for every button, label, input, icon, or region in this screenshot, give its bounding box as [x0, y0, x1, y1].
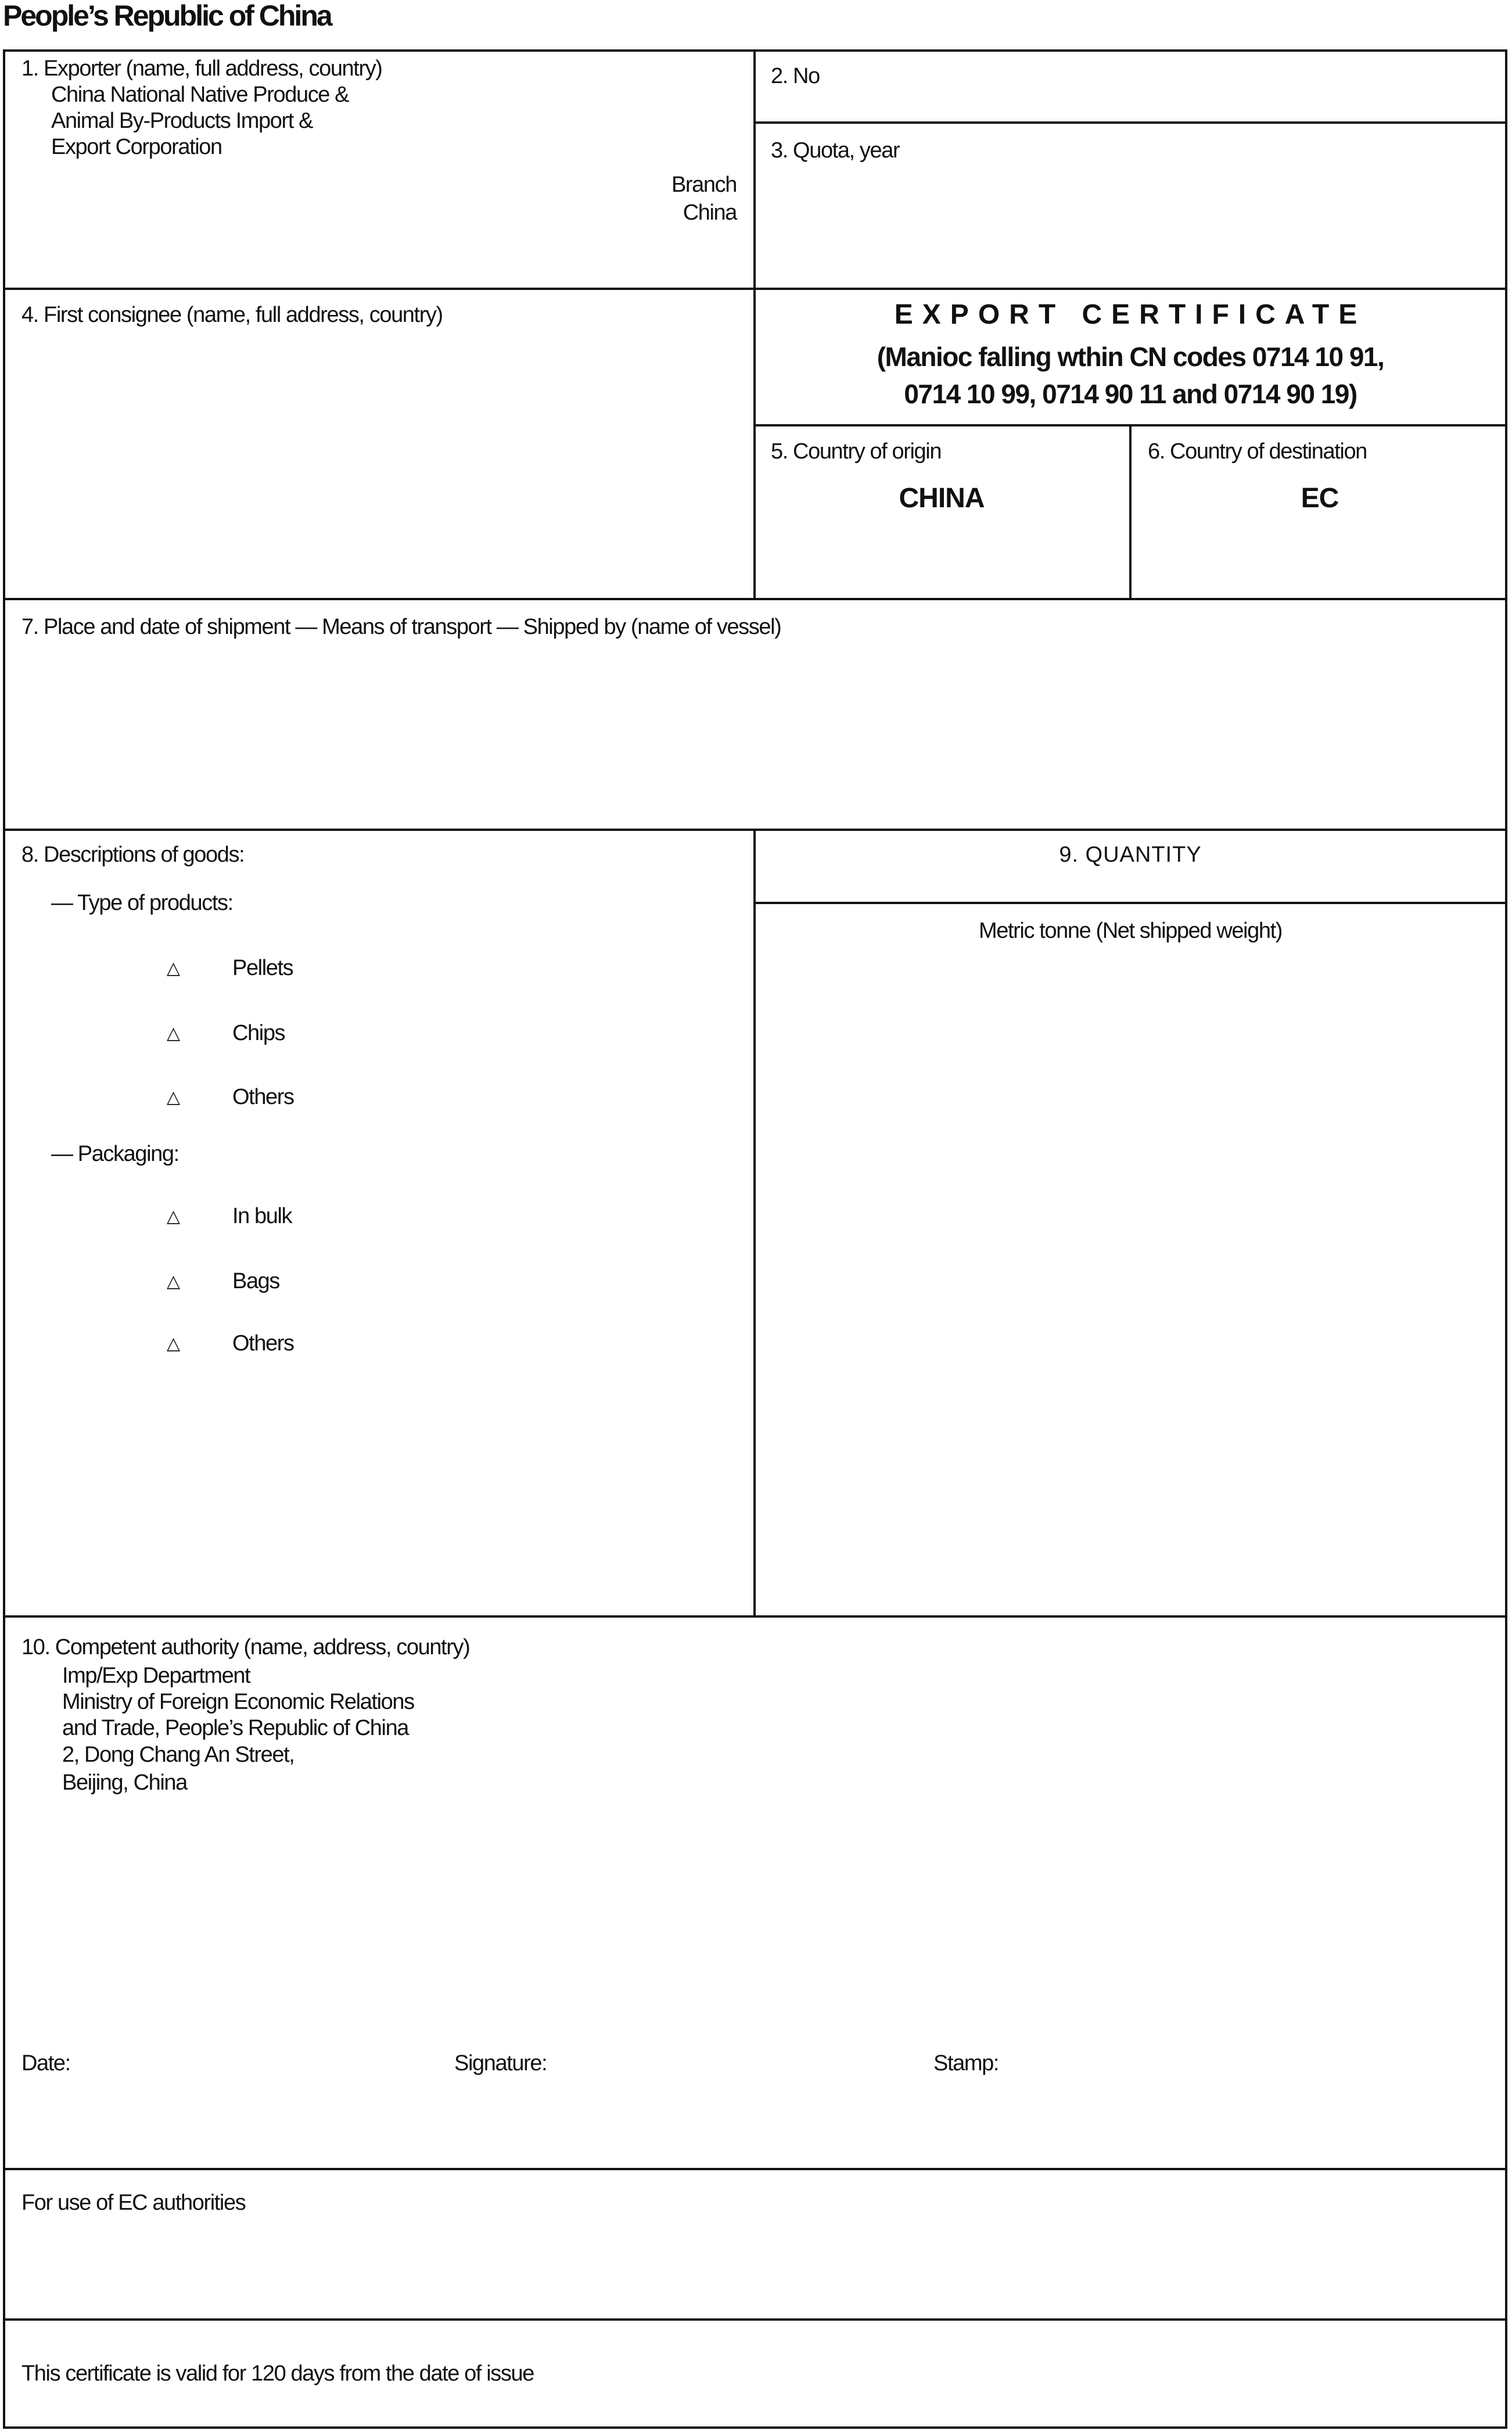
origin-value: CHINA	[899, 483, 985, 514]
exporter-line: Export Corporation	[51, 135, 222, 159]
page-title: People’s Republic of China	[3, 0, 331, 32]
authority-line: Imp/Exp Department	[62, 1664, 250, 1688]
checkbox-triangle-icon[interactable]: △	[167, 1272, 181, 1291]
date-label: Date:	[21, 2051, 70, 2075]
product-type-heading: — Type of products:	[51, 891, 233, 915]
exporter-line: China National Native Produce &	[51, 83, 349, 107]
exporter-line: Animal By-Products Import &	[51, 109, 313, 133]
exporter-country: China	[683, 200, 737, 225]
destination-value: EC	[1301, 483, 1339, 514]
goods-label: 8. Descriptions of goods:	[21, 843, 245, 867]
number-label: 2. No	[771, 64, 820, 88]
quantity-unit: Metric tonne (Net shipped weight)	[979, 919, 1282, 943]
authority-line: Beijing, China	[62, 1770, 187, 1795]
shipment-label: 7. Place and date of shipment — Means of transport — Shipped by (name of vessel)	[21, 615, 781, 639]
checkbox-triangle-icon[interactable]: △	[167, 1334, 181, 1353]
packaging-option: Others	[232, 1331, 294, 1356]
exporter-label: 1. Exporter (name, full address, country)	[21, 56, 382, 81]
certificate-title: EXPORT CERTIFICATE	[894, 299, 1367, 330]
authority-label: 10. Competent authority (name, address, country)	[21, 1635, 470, 1659]
authority-line: and Trade, People’s Republic of China	[62, 1716, 409, 1740]
stamp-label: Stamp:	[933, 2051, 999, 2075]
product-type-option: Chips	[232, 1021, 285, 1045]
checkbox-triangle-icon[interactable]: △	[167, 1024, 181, 1043]
checkbox-triangle-icon[interactable]: △	[167, 959, 181, 978]
certificate-subtitle: (Manioc falling wthin CN codes 0714 10 91,	[877, 342, 1384, 372]
quantity-label: 9. QUANTITY	[1059, 843, 1202, 867]
consignee-label: 4. First consignee (name, full address, country)	[21, 303, 443, 327]
packaging-heading: — Packaging:	[51, 1142, 179, 1166]
product-type-option: Pellets	[232, 956, 293, 980]
product-type-option: Others	[232, 1085, 294, 1109]
validity-note: This certificate is valid for 120 days from the date of issue	[21, 2361, 534, 2386]
exporter-branch: Branch	[671, 173, 737, 197]
checkbox-triangle-icon[interactable]: △	[167, 1088, 181, 1107]
quota-label: 3. Quota, year	[771, 138, 900, 163]
ec-authorities-label: For use of EC authorities	[21, 2191, 246, 2215]
authority-line: 2, Dong Chang An Street,	[62, 1743, 295, 1767]
certificate-subtitle: 0714 10 99, 0714 90 11 and 0714 90 19)	[904, 379, 1357, 409]
authority-line: Ministry of Foreign Economic Relations	[62, 1690, 414, 1714]
packaging-option: In bulk	[232, 1204, 292, 1228]
destination-label: 6. Country of destination	[1148, 439, 1367, 464]
signature-label: Signature:	[454, 2051, 547, 2075]
origin-label: 5. Country of origin	[771, 439, 942, 464]
packaging-option: Bags	[232, 1269, 280, 1293]
checkbox-triangle-icon[interactable]: △	[167, 1207, 181, 1226]
